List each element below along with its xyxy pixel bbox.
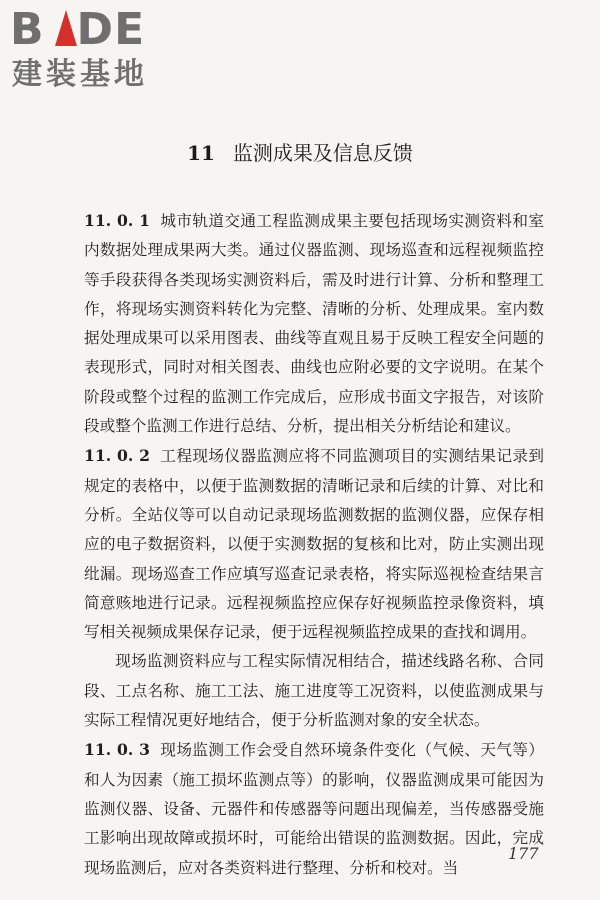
clause-text: 现场监测工作会受自然环境条件变化（气候、天气等）和人为因素（施工损坏监测点等）的影响，仪器监测成果可能因为监测仪器、设备、元器件和传感器等问题出现偏差，当传感器受施工影响出现故障或损坏时，可能给出错误的监测数据。因此，完成现场监测后，应对各类资料进行整理、分析和校对。当 bbox=[84, 741, 544, 877]
logo-wordmark-suffix: DE bbox=[76, 4, 146, 55]
body-content bbox=[84, 206, 544, 883]
bade-logo bbox=[10, 6, 180, 94]
clause-11-0-2 bbox=[84, 441, 544, 647]
clause-text: 工程现场仪器监测应将不同监测项目的实测结果记录到规定的表格中，以便于监测数据的清晰记录和后续的计算、对比和分析。全站仪等可以自动记录现场监测数据的监测仪器，应保存相应的电子数据资料，以便于实测数据的复核和比对，防止实测出现纰漏。现场巡查工作应填写巡查记录表格，将实际巡视检查结果言简意赅地进行记录。远程视频监控应保存好视频监控录像资料，填写相关视频成果保存记录，便于远程视频监控成果的查找和调用。 bbox=[84, 447, 544, 642]
clause-number: 11. 0. 2 bbox=[84, 446, 150, 466]
clause-11-0-3 bbox=[84, 735, 544, 882]
chapter-title bbox=[0, 138, 600, 168]
logo-wordmark-prefix: B bbox=[10, 4, 45, 55]
clause-text: 城市轨道交通工程监测成果主要包括现场实测资料和室内数据处理成果两大类。通过仪器监测、现场巡查和远程视频监控等手段获得各类现场实测资料后，需及时进行计算、分析和整理工作，将现场实测资料转化为完整、清晰的分析、处理成果。室内数据处理成果可以采用图表、曲线等直观且易于反映工程安全问题的表现形式，同时对相关图表、曲线也应附必要的文字说明。在某个阶段或整个过程的监测工作完成后，应形成书面文字报告，对该阶段或整个监测工作进行总结、分析，提出相关分析结论和建议。 bbox=[84, 212, 544, 436]
clause-11-0-2-paragraph-2: 现场监测资料应与工程实际情况相结合，描述线路名称、合同段、工点名称、施工工法、施工进度等工况资料，以使监测成果与实际工程情况更好地结合，便于分析监测对象的安全状态。 bbox=[84, 652, 544, 730]
clause-number: 11. 0. 3 bbox=[84, 740, 150, 760]
clause-number: 11. 0. 1 bbox=[84, 211, 150, 230]
chapter-number: 11 bbox=[187, 141, 215, 165]
logo-a-triangle-icon bbox=[46, 10, 76, 46]
logo-wordmark bbox=[10, 6, 145, 54]
chapter-title-text: 监测成果及信息反馈 bbox=[232, 141, 413, 165]
clause-11-0-1 bbox=[84, 206, 544, 441]
page-number: 177 bbox=[508, 844, 539, 863]
logo-subtitle: 建装基地 bbox=[12, 57, 148, 92]
